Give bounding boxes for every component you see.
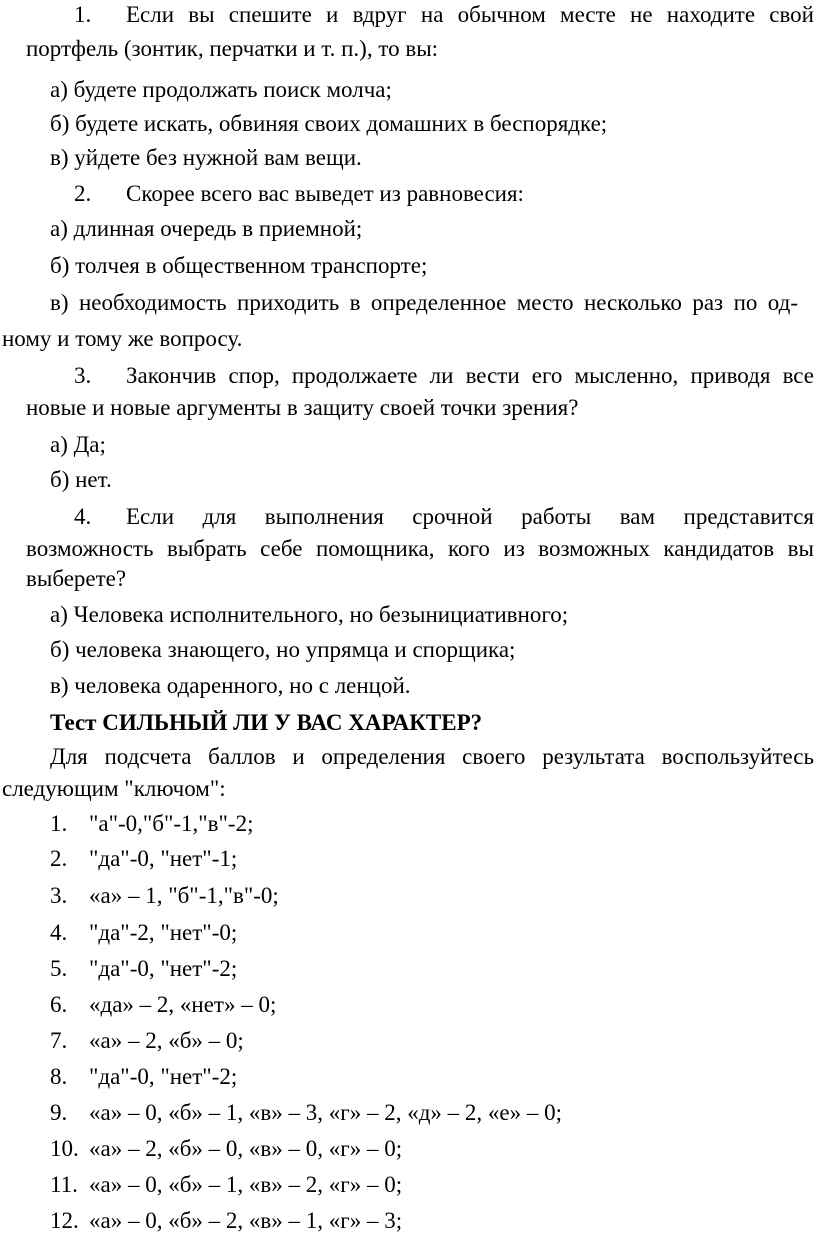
question-2-line-1 — [74, 180, 816, 208]
question-text: Закончив спор, продолжаете ли вести его мысленно, приводя все — [126, 363, 814, 388]
key-item-2 — [50, 845, 816, 873]
key-item-10 — [50, 1135, 816, 1163]
question-4-line-3: выберете? — [26, 566, 127, 591]
key-number: 12. — [50, 1208, 79, 1233]
key-number: 3. — [50, 883, 68, 908]
question-number: 3. — [74, 363, 92, 388]
question-number: 1. — [74, 2, 92, 27]
question-3-line-2: новые и новые аргументы в защиту своей точки зрения? — [26, 395, 579, 420]
question-3-option-a: а) Да; — [50, 432, 106, 457]
question-1-option-a: а) будете продолжать поиск молча; — [50, 77, 392, 102]
key-value: "да"-2, "нет"-0; — [89, 920, 238, 945]
question-3-option-b: б) нет. — [50, 467, 112, 492]
key-value: "да"-0, "нет"-2; — [89, 1064, 238, 1089]
question-2-option-b: б) толчея в общественном транспорте; — [50, 253, 428, 278]
question-1-option-c: в) уйдете без нужной вам вещи. — [50, 145, 362, 170]
key-item-6 — [50, 991, 816, 1019]
key-value: «да» – 2, «нет» – 0; — [89, 992, 277, 1017]
question-number: 2. — [74, 181, 92, 206]
key-intro-line-2: следующим "ключом": — [2, 776, 226, 801]
question-text: Скорее всего вас выведет из равновесия: — [126, 181, 524, 206]
key-item-11 — [50, 1171, 816, 1199]
key-number: 5. — [50, 956, 68, 981]
key-number: 4. — [50, 920, 68, 945]
key-item-5 — [50, 955, 816, 983]
key-value: "а"-0,"б"-1,"в"-2; — [89, 811, 254, 836]
key-value: «а» – 0, «б» – 1, «в» – 2, «г» – 0; — [89, 1172, 403, 1197]
question-4-option-c: в) человека одаренного, но с ленцой. — [50, 673, 411, 698]
question-number: 4. — [74, 504, 92, 529]
question-4-line-1 — [74, 503, 814, 531]
key-item-7 — [50, 1027, 816, 1055]
key-intro-line-1: Для подсчета баллов и определения своего результата воспользуйтесь — [50, 744, 814, 769]
question-3-line-1 — [74, 362, 814, 390]
key-number: 9. — [50, 1100, 68, 1125]
key-value: "да"-0, "нет"-1; — [89, 846, 238, 871]
question-4-option-b: б) человека знающего, но упрямца и спорщика; — [50, 637, 516, 662]
key-item-4 — [50, 919, 816, 947]
question-1-line-2: портфель (зонтик, перчатки и т. п.), то вы: — [26, 36, 439, 61]
question-4-option-a: а) Человека исполнительного, но безынициативного; — [50, 602, 569, 627]
key-item-8 — [50, 1063, 816, 1091]
question-text: Если для выполнения срочной работы вам представится — [126, 504, 814, 529]
key-number: 10. — [50, 1136, 79, 1161]
key-number: 11. — [50, 1172, 78, 1197]
key-value: "да"-0, "нет"-2; — [89, 956, 238, 981]
key-item-3 — [50, 882, 816, 910]
key-number: 7. — [50, 1028, 68, 1053]
key-value: «а» – 1, "б"-1,"в"-0; — [89, 883, 279, 908]
question-1-line-1 — [74, 1, 814, 29]
question-4-line-2: возможность выбрать себе помощника, кого из возможных кандидатов вы — [26, 536, 814, 561]
key-number: 2. — [50, 846, 68, 871]
question-2-option-c-line-1: в) необходимость приходить в определенное место несколько раз по од- — [50, 290, 798, 315]
key-item-1 — [50, 810, 816, 838]
question-2-option-c-line-2: ному и тому же вопросу. — [2, 326, 243, 351]
key-item-12 — [50, 1207, 816, 1235]
key-number: 6. — [50, 992, 68, 1017]
test-title: Тест СИЛЬНЫЙ ЛИ У ВАС ХАРАКТЕР? — [50, 710, 483, 735]
question-text: Если вы спешите и вдруг на обычном месте не находите свой — [126, 2, 814, 27]
question-1-option-b: б) будете искать, обвиняя своих домашних в беспорядке; — [50, 111, 608, 136]
question-2-option-a: а) длинная очередь в приемной; — [50, 216, 363, 241]
key-value: «а» – 2, «б» – 0, «в» – 0, «г» – 0; — [89, 1136, 403, 1161]
key-value: «а» – 2, «б» – 0; — [89, 1028, 244, 1053]
key-value: «а» – 0, «б» – 2, «в» – 1, «г» – 3; — [89, 1208, 403, 1233]
key-item-9 — [50, 1099, 816, 1127]
key-value: «а» – 0, «б» – 1, «в» – 3, «г» – 2, «д» – 2, «е» – 0; — [89, 1100, 563, 1125]
key-number: 8. — [50, 1064, 68, 1089]
key-number: 1. — [50, 811, 68, 836]
